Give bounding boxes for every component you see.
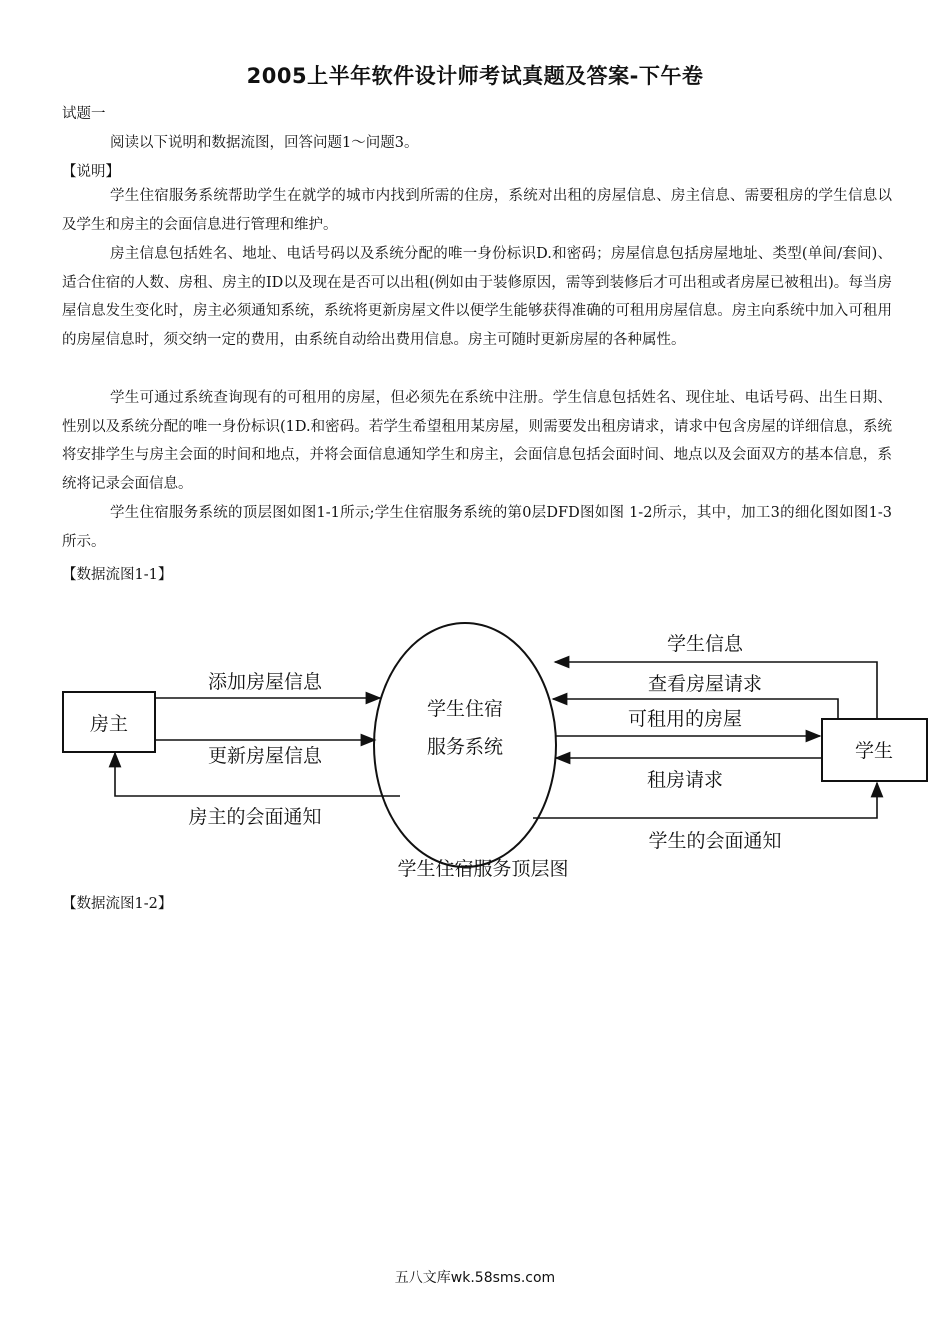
intro-text: 阅读以下说明和数据流图，回答问题1～问题3。 <box>110 135 419 151</box>
dfd-top-level-diagram <box>55 600 935 890</box>
landlord-entity-label: 房主 <box>89 713 129 735</box>
flow-update-house-label: 更新房屋信息 <box>207 745 323 767</box>
flow-rent-request-label: 租房请求 <box>646 769 724 791</box>
paragraph-4: 学生住宿服务系统的顶层图如图1-1所示;学生住宿服务系统的第0层DFD图如图 1-2所示，其中，加工3的细化图如图1-3所示。 <box>62 505 892 550</box>
flow-student-notice-label: 学生的会面通知 <box>648 830 782 852</box>
process-label-line2: 服务系统 <box>426 736 504 758</box>
flow-student-info-label: 学生信息 <box>666 633 744 655</box>
page-title: 2005上半年软件设计师考试真题及答案-下午卷 <box>246 64 704 88</box>
explain-label: 【说明】 <box>62 164 120 180</box>
page-footer: 五八文库wk.58sms.com <box>394 1270 556 1286</box>
process-label-line1: 学生住宿 <box>426 698 504 720</box>
paragraph-1: 学生住宿服务系统帮助学生在就学的城市内找到所需的住房，系统对出租的房屋信息、房主信息、需要租房的学生信息以及学生和房主的会面信息进行管理和维护。 <box>62 188 892 233</box>
paragraph-3: 学生可通过系统查询现有的可租用的房屋，但必须先在系统中注册。学生信息包括姓名、现住址、电话号码、出生日期、性别以及系统分配的唯一身份标识(1D.和密码。若学生希望租用某房屋，则需要发出租房请求，请求中包含房屋的详细信息，系统将安排学生与房主会面的时间和地点，并将会面信息通知学生和房主，会面信息包括会面时间、地点以及会面双方的基本信息，系统将记录会面信息。 <box>62 390 892 492</box>
flow-landlord-notice-label: 房主的会面通知 <box>188 806 322 828</box>
figure-1-label: 【数据流图1-1】 <box>62 567 173 583</box>
question-label: 试题一 <box>62 106 106 122</box>
diagram-caption: 学生住宿服务顶层图 <box>397 858 569 880</box>
paragraph-2: 房主信息包括姓名、地址、电话号码以及系统分配的唯一身份标识D.和密码；房屋信息包括房屋地址、类型(单间/套间)、适合住宿的人数、房租、房主的ID以及现在是否可以出租(例如由于装修原因，需等到装修后才可出租或者房屋已被租出)。每当房屋信息发生变化时，房主必须通知系统，系统将更新房屋文件以便学生能够获得准确的可租用房屋信息。房主向系统中加入可租用的房屋信息时，须交纳一定的费用，由系统自动给出费用信息。房主可随时更新房屋的各种属性。 <box>62 246 892 348</box>
figure-2-label: 【数据流图1-2】 <box>62 896 173 912</box>
student-entity-label: 学生 <box>854 740 894 762</box>
flow-available-house-label: 可租用的房屋 <box>627 708 743 730</box>
flow-add-house-label: 添加房屋信息 <box>207 671 323 693</box>
flow-query-house-label: 查看房屋请求 <box>647 673 763 695</box>
